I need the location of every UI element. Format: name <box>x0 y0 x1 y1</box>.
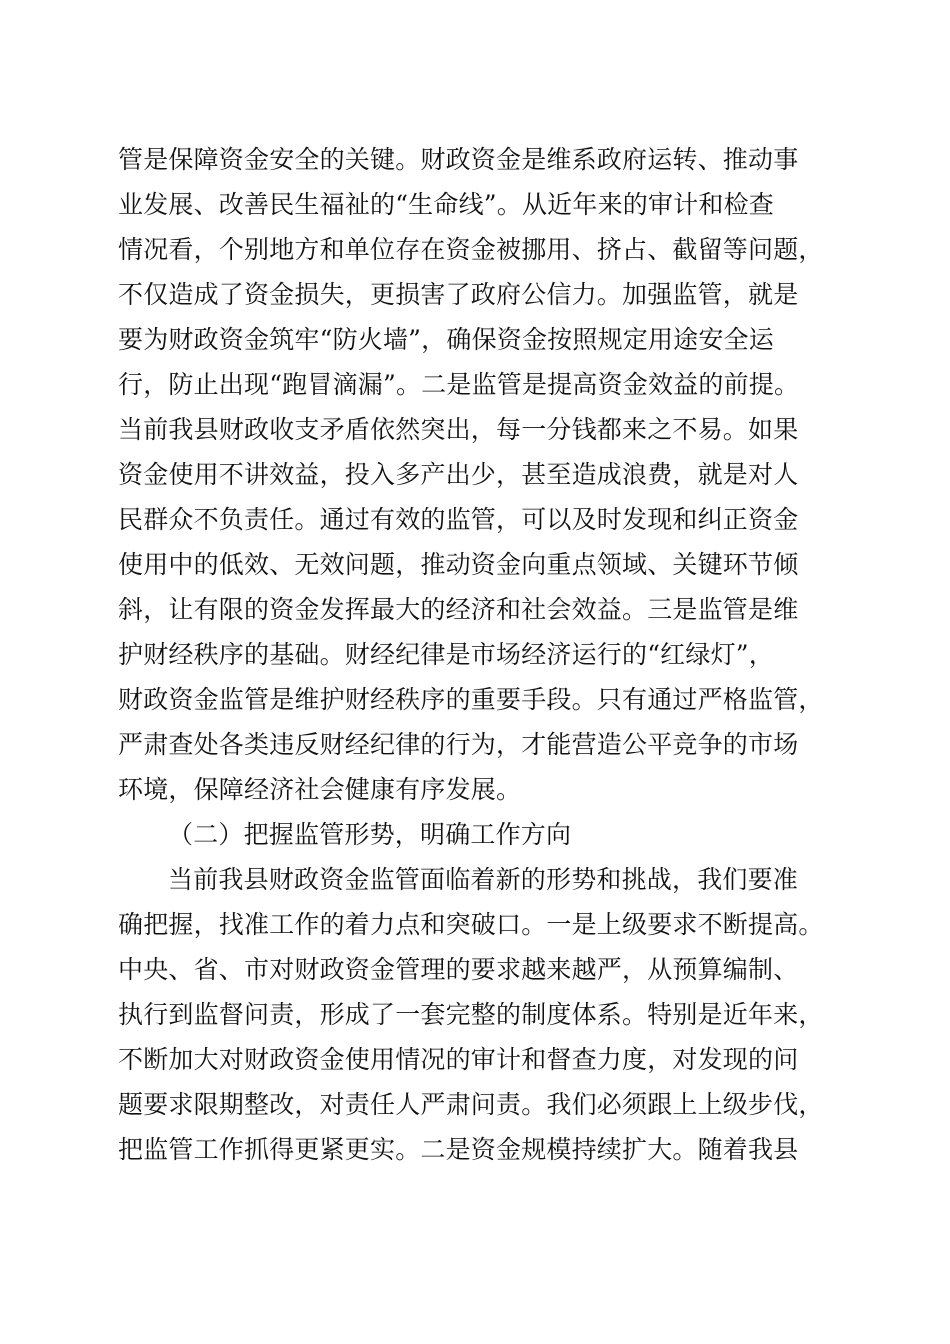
body-text-line: 不仅造成了资金损失，更损害了政府公信力。加强监管，就是 <box>118 280 799 309</box>
body-text-line: 资金使用不讲效益，投入多产出少，甚至造成浪费，就是对人 <box>118 460 799 489</box>
body-text-line: 当前我县财政资金监管面临着新的形势和挑战，我们要准 <box>168 865 799 894</box>
body-text-line: 行，防止出现“跑冒滴漏”。二是监管是提高资金效益的前提。 <box>118 370 800 399</box>
body-text-line: 要为财政资金筑牢“防火墙”，确保资金按照规定用途安全运 <box>118 325 774 354</box>
body-text-line: 环境，保障经济社会健康有序发展。 <box>118 775 522 804</box>
body-text-line: 把监管工作抓得更紧更实。二是资金规模持续扩大。随着我县 <box>118 1135 799 1164</box>
body-text-line: 确把握，找准工作的着力点和突破口。一是上级要求不断提高。 <box>118 910 824 939</box>
section-heading: （二）把握监管形势，明确工作方向 <box>168 820 572 849</box>
body-text-line: 中央、省、市对财政资金管理的要求越来越严，从预算编制、 <box>118 955 799 984</box>
body-text-line: 题要求限期整改，对责任人严肃问责。我们必须跟上上级步伐， <box>118 1090 824 1119</box>
body-text-line: 管是保障资金安全的关键。财政资金是维系政府运转、推动事 <box>118 145 799 174</box>
body-text-line: 使用中的低效、无效问题，推动资金向重点领域、关键环节倾 <box>118 550 799 579</box>
body-text-line: 斜，让有限的资金发挥最大的经济和社会效益。三是监管是维 <box>118 595 799 624</box>
body-text-line: 情况看，个别地方和单位存在资金被挪用、挤占、截留等问题， <box>118 235 824 264</box>
body-text-line: 民群众不负责任。通过有效的监管，可以及时发现和纠正资金 <box>118 505 799 534</box>
body-text-line: 不断加大对财政资金使用情况的审计和督查力度，对发现的问 <box>118 1045 799 1074</box>
body-text-line: 严肃查处各类违反财经纪律的行为，才能营造公平竞争的市场 <box>118 730 799 759</box>
body-text-line: 财政资金监管是维护财经秩序的重要手段。只有通过严格监管， <box>118 685 824 714</box>
body-text-line: 当前我县财政收支矛盾依然突出，每一分钱都来之不易。如果 <box>118 415 799 444</box>
body-text-line: 业发展、改善民生福祉的“生命线”。从近年来的审计和检查 <box>118 190 774 219</box>
body-text-line: 执行到监督问责，形成了一套完整的制度体系。特别是近年来， <box>118 1000 824 1029</box>
body-text-line: 护财经秩序的基础。财经纪律是市场经济运行的“红绿灯”， <box>118 640 774 669</box>
